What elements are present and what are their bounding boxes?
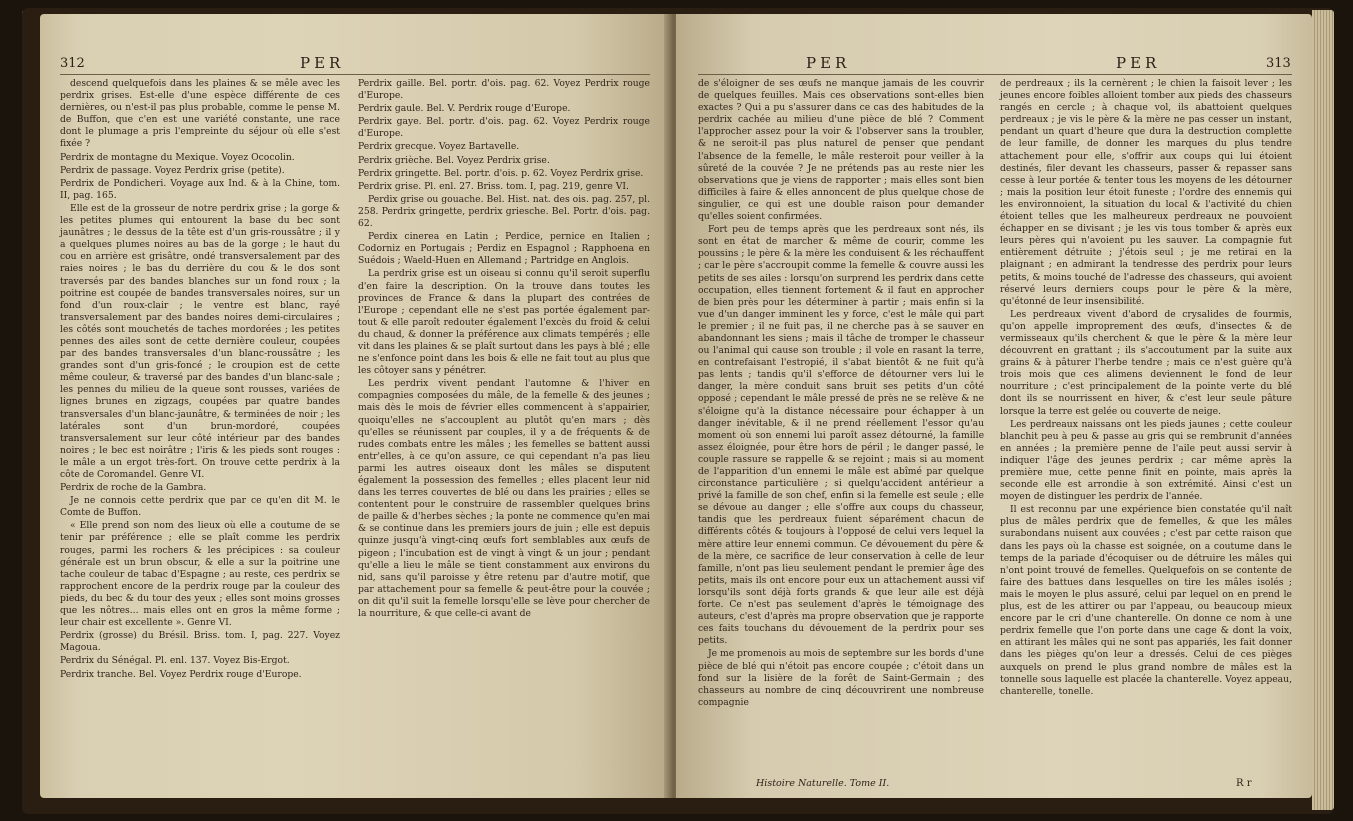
right-running-head: PER: [806, 54, 851, 72]
entry: Perdrix grièche. Bel. Voyez Perdrix grise.: [358, 154, 550, 166]
page-footer: Histoire Naturelle. Tome II.: [756, 778, 890, 789]
entry: Perdrix gaille. Bel. portr. d'ois. pag. 62. Voyez Perdrix rouge d'Europe.: [358, 78, 650, 102]
right-column-2: [1000, 78, 1292, 699]
entry: Perdrix (grosse) du Brésil. Briss. tom. I, pag. 227. Voyez Magoua.: [60, 630, 340, 654]
left-column-2: [358, 78, 650, 621]
entry: Perdrix de roche de la Gambra.: [60, 482, 207, 494]
entry: Perdrix grecque. Voyez Bartavelle.: [358, 141, 520, 153]
left-column-1: [60, 78, 340, 682]
paragraph: Les perdreaux naissans ont les pieds jaunes ; cette couleur blanchit peu à peu & passe au gris qui se rembrunit d'années en années ; la première penne de l'aile peut aussi servir à indiquer l'âge des jeunes perdrix ; car même après la première mue, cette penne finit en pointe, mais après la seconde elle est arrondie à son extrémité. Ainsi c'est un moyen de distinguer les perdrix de l'année.: [1000, 418, 1292, 503]
entry: Perdrix de passage. Voyez Perdrix grise (petite).: [60, 164, 285, 176]
paragraph: Les perdreaux vivent d'abord de crysalides de fourmis, qu'on appelle improprement des œufs, d'insectes & de vermisseaux qu'ils cherchent & que le père & la mère leur découvrent en grattant ; ils s'accoutument par la suite aux grains & à pâturer l'herbe tendre ; mais ce n'est guère qu'à trois mois que ces alimens deviennent le fond de leur nourriture ; c'est principalement de la pointe verte du blé dont ils se nourrissent en hiver, & c'est leur seule pâture lorsque la terre est gelée ou couverte de neige.: [1000, 308, 1292, 417]
left-page-number: 312: [60, 56, 85, 71]
entry: Perdrix gaule. Bel. V. Perdrix rouge d'Europe.: [358, 103, 571, 115]
paragraph: Perdix cinerea en Latin ; Perdice, pernice en Italien ; Codorniz en Portugais ; Perdiz en Espagnol ; Rapphoena en Suédois ; Waeld-Huen en Allemand ; Partridge en Anglois.: [358, 231, 650, 267]
entry: Perdrix de montagne du Mexique. Voyez Ococolin.: [60, 151, 295, 163]
right-head-rule: [698, 74, 1292, 75]
paragraph: descend quelquefois dans les plaines & se mêle avec les perdrix grises. Est-elle d'une espèce différente de ces dernières, ou n'est-il pas plus probable, comme le pense M. de Buffon, que c'en est une variété constante, une race dont le plumage a pris l'empreinte du séjour où elle s'est fixée ?: [60, 78, 340, 150]
paragraph: Elle est de la grosseur de notre perdrix grise ; la gorge & les petites plumes qui entourent la base du bec sont jaunâtres ; le dessus de la tête est d'un gris-roussâtre ; il y a quelques plumes noires au bas de la gorge ; le haut du cou en arrière est grisâtre, ondé transversalement par des raies noires ; le bas du derrière du cou & le dos sont traversés par des bandes blanches sur un fond roux ; la poitrine est coupée de bandes transversales noires, sur un fond d'un roux-clair ; le ventre est blanc, rayé transversalement par des bandes noires demi-circulaires ; les côtés sont mouchetés de taches mordorées ; les petites pennes des ailes sont de cette dernière couleur, coupées par des bandes transversales d'un blanc-roussâtre ; les grandes sont d'un gris-foncé ; le croupion est de cette même couleur, & traversé par des bandes d'un blanc-sale ; les pennes du milieu de la queue sont rousses, variées de lignes brunes en zigzags, coupées par quatre bandes transversales d'un blanc-jaunâtre, & terminées de noir ; les latérales sont d'un brun-mordoré, coupées transversalement sur leur côté intérieur par des bandes noires ; le bec est noirâtre ; l'iris & les pieds sont rouges : le mâle a un ergot très-fort. On trouve cette perdrix à la côte de Coromandel. Genre VI.: [60, 202, 340, 480]
paragraph: Fort peu de temps après que les perdreaux sont nés, ils sont en état de marcher & même de courir, comme les poussins ; le père & la mère les conduisent & les réchauffent ; car le père s'accroupit comme la femelle & couvre aussi les petits de ses ailes : lorsqu'on surprend les perdrix dans cette occupation, elles tiennent fortement & il faut en approcher de bien près pour les déterminer à partir ; mais enfin si la vue d'un danger imminent les y force, c'est le mâle qui part le premier ; il ne fuit pas, il ne cherche pas à se sauver en abandonnant les siens ; mais il tâche de tromper le chasseur ou l'animal qui cause son trouble ; il vole en rasant la terre, en contrefaisant l'estropié, il s'abat bientôt & ne fuit qu'à pas lents ; tandis qu'il s'efforce de détourner vers lui le danger, la mère conduit sans bruit ses petits d'un côté opposé ; cependant le mâle pressé de près ne se relève & ne s'éloigne qu'à la distance nécessaire pour échapper à un danger inévitable, & il ne prend réellement l'essor qu'au moment où son ennemi lui paroît assez détourné, la famille assez éloignée, pour être hors de péril ; le danger passé, le couple rassure se rappelle & se rejoint ; mais si au moment de l'apparition d'un ennemi le mâle est abîmé par quelque circonstance particulière ; si quelqu'accident antérieur a privé la famille de son chef, enfin si la femelle est seule ; elle se dévoue au danger ; elle s'offre aux coups du chasseur, tandis que les perdreaux fuient séparément chacun de différents côtés & toujours à l'opposé de celui vers lequel la mère attire leur ennemi commun. Ce dévouement du père & de la mère, ce sacrifice de leur conservation à celle de leur famille, n'ont pas lieu seulement pendant le premier âge des petits, mais ils ont encore pour eux un attachement aussi vif lorsqu'ils sont déjà forts grands & que leur aile est déjà forte. Ce n'est pas seulement d'après le témoignage des auteurs, c'est d'après ma propre observation que je rapporte ces faits touchans du dévouement de la perdrix pour ses petits.: [698, 224, 984, 647]
paragraph: La perdrix grise est un oiseau si connu qu'il seroit superflu d'en faire la description. On la trouve dans toutes les provinces de France & dans la plupart des contrées de l'Europe ; cependant elle ne s'est pas portée également par-tout & elle paroît redouter également l'excès du froid & celui du chaud, & donner la préférence aux climats tempérés ; elle vit dans les plaines & se plaît surtout dans les pays à blé ; elle ne s'enfonce point dans les bois & elle ne fait tout au plus que les côtoyer sans y pénétrer.: [358, 268, 650, 377]
paragraph: Je me promenois au mois de septembre sur les bords d'une pièce de blé qui n'étoit pas encore coupée ; c'étoit dans un fond sur la lisière de la forêt de Saint-Germain ; des chasseurs au nombre de cinq découvrirent une nombreuse compagnie: [698, 648, 984, 708]
signature-mark: R r: [1236, 778, 1252, 789]
entry: Perdrix gaye. Bel. portr. d'ois. pag. 62. Voyez Perdrix rouge d'Europe.: [358, 116, 650, 140]
paragraph: « Elle prend son nom des lieux où elle a coutume de se tenir par préférence ; elle se plaît comme les perdrix rouges, parmi les rochers & les précipices : sa couleur générale est un brun obscur, & elle a sur la poitrine une tache couleur de tabac d'Espagne ; au reste, ces perdrix se rapprochent encore de la perdrix rouge par la couleur des pieds, du bec & du tour des yeux ; elles sont moins grosses que les nôtres... mais elles ont en gros la même forme ; leur chair est excellente ». Genre VI.: [60, 520, 340, 629]
right-page-number: 313: [1266, 56, 1291, 71]
left-running-head: PER: [300, 54, 345, 72]
entry: Perdrix du Sénégal. Pl. enl. 137. Voyez Bis-Ergot.: [60, 655, 290, 667]
entry: Perdrix grise. Pl. enl. 27. Briss. tom. I, pag. 219, genre VI.: [358, 180, 629, 192]
left-page: [40, 14, 670, 798]
paragraph: de s'éloigner de ses œufs ne manque jamais de les couvrir de quelques feuilles. Mais ces observations sont-elles bien exactes ? Qui a pu s'assurer dans ce cas des habitudes de la perdrix cachée au milieu d'une pièce de blé ? Comment l'approcher assez pour la voir & l'observer sans la troubler, & ne seroit-il pas plus naturel de penser que pendant l'absence de la femelle, le mâle resteroit pour veiller à la sûreté de la couvée ? Je ne prétends pas au reste nier les observations que je viens de rapporter ; mais elles sont bien difficiles à faire & elles annoncent de plus quelque chose de singulier, ce qui est une double raison pour demander qu'elles soient confirmées.: [698, 78, 984, 223]
entry: Perdrix tranche. Bel. Voyez Perdrix rouge d'Europe.: [60, 668, 302, 680]
paragraph: Je ne connois cette perdrix que par ce qu'en dit M. le Comte de Buffon.: [60, 495, 340, 519]
paragraph: de perdreaux ; ils la cernèrent ; le chien la faisoit lever ; les jeunes encore foibles alloient tomber aux pieds des chasseurs rangés en cercle ; à chaque vol, ils abattoient quelques perdreaux ; je vis le père & la mère ne pas cesser un instant, pendant un quart d'heure que dura la destruction complette de leur famille, de donner les marques du plus tendre attachement pour elle, s'offrir aux coups qui lui étoient destinés, filer devant les chasseurs, passer & repasser sans cesse à leur portée & tenter tous les moyens de les détourner ; mais la position leur étoit funeste ; l'ordre des ennemis qui les environnoient, la situation du local & l'activité du chien étoient telles que les malheureux perdreaux ne pouvoient échapper en se divisant ; je les vis tous tomber & après eux leurs pères qui n'avoient pu les sauver. La compagnie fut entièrement détruite ; j'étois seul ; je me retirai en la plaignant ; en admirant la tendresse des perdrix pour leurs petits, & moins touché de l'adresse des chasseurs, qui avoient réservé leurs derniers coups pour le père & la mère, qu'étonné de leur insensibilité.: [1000, 78, 1292, 307]
right-running-head-2: PER: [1116, 54, 1161, 72]
paragraph: Perdix grise ou gouache. Bel. Hist. nat. des ois. pag. 257, pl. 258. Perdrix gringette, perdrix griesche. Bel. Portr. d'ois. pag. 62.: [358, 193, 650, 230]
left-head-rule: [60, 74, 650, 75]
paragraph: Il est reconnu par une expérience bien constatée qu'il naît plus de mâles perdrix que de femelles, & que les mâles surabondans nuisent aux couvées ; c'est par cette raison que dans les pays où la chasse est soignée, on a coutume dans le temps de la pariade d'écoquiser ou de détruire les mâles qui n'ont point trouvé de femelles. Quelquefois on se contente de faire des battues dans lesquelles on tire les mâles isolés ; mais le moyen le plus assuré, celui par lequel on en prend le plus, est de les attirer ou par l'appeau, ou beaucoup mieux encore par le cri d'une chanterelle. On donne ce nom à une perdrix femelle que l'on porte dans une cage & dont la voix, en attirant les mâles qui ne sont pas appariés, les fait donner dans les pièges qu'on leur a dressés. Celui de ces pièges auxquels on prend le plus grand nombre de mâles est la tonnelle sous laquelle est placée la chanterelle. Voyez appeau, chanterelle, tonelle.: [1000, 504, 1292, 697]
entry: Perdrix de Pondicheri. Voyage aux Ind. & à la Chine, tom. II, pag. 165.: [60, 177, 340, 201]
page-edges-right: [1312, 10, 1334, 810]
entry: Perdrix gringette. Bel. portr. d'ois. p. 62. Voyez Perdrix grise.: [358, 167, 644, 179]
paragraph: Les perdrix vivent pendant l'automne & l'hiver en compagnies composées du mâle, de la femelle & des jeunes ; mais dès le mois de février elles commencent à s'appairier, quoiqu'elles ne s'accouplent au plutôt qu'en mars ; dès qu'elles se réunissent par couples, il y a de fréquents & de rudes combats entre les mâles ; les femelles se battent aussi entr'elles, à ce qu'on assure, ce qui cependant n'a pas lieu parmi les autres oiseaux dont les mâles se disputent également la possession des femelles ; elles placent leur nid dans les terres couvertes de blé ou dans les prairies ; elles se contentent pour le construire de rassembler quelques brins de paille & d'herbes sèches ; la ponte ne commence qu'en mai & se continue dans les premiers jours de juin ; elle est depuis quinze jusqu'à vingt-cinq œufs fort semblables aux œufs de pigeon ; l'incubation est de vingt à vingt & un jour ; pendant qu'elle a lieu le mâle se tient constamment aux environs du nid, sans qu'il paroisse y être retenu par d'autre motif, que par attachement pour sa femelle & peut-être pour la couvée ; on dit qu'il suit la femelle lorsqu'elle se lève pour chercher de la nourriture, & que celle-ci avant de: [358, 378, 650, 620]
right-column-1: [698, 78, 984, 710]
right-page: [676, 14, 1312, 798]
